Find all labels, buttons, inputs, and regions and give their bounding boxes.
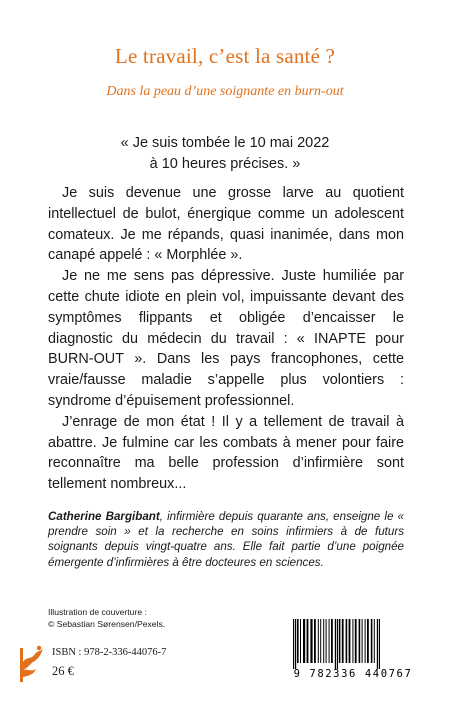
barcode-bar [326, 619, 327, 663]
credit-label: Illustration de couverture : [48, 607, 147, 617]
author-bio [48, 509, 404, 570]
quote-line: « Je suis tombée le 10 mai 2022 [120, 135, 330, 151]
barcode-bar [349, 619, 351, 663]
credit-owner: © Sebastian Sørensen/Pexels. [48, 619, 166, 629]
barcode-bar [339, 619, 341, 663]
barcode-bar [355, 619, 357, 663]
barcode-guard-bar [337, 619, 338, 669]
barcode-guard-bar [379, 619, 380, 669]
opening-quote [0, 133, 450, 175]
isbn: ISBN : 978-2-336-44076-7 [52, 647, 167, 658]
barcode-bar [346, 619, 348, 663]
barcode-bar [374, 619, 375, 663]
barcode-bar [310, 619, 312, 663]
barcode-guard-bar [377, 619, 378, 669]
author-bio-text: , infirmière depuis quarante ans, enseigne le « prendre soin » et la recherche en soins infirmiers à de futurs soignants depuis vingt-quatre ans. Elle fait partie d’une poignée émergente d’infirmières à être docteures en sciences. [48, 510, 404, 569]
barcode-bar [318, 619, 319, 663]
barcode-bar [359, 619, 361, 663]
barcode-bar [371, 619, 373, 663]
author-name: Catherine Bargibant [48, 510, 160, 523]
barcode-bar [314, 619, 316, 663]
cover-credit [48, 606, 268, 630]
barcode-bar [362, 619, 363, 663]
barcode-bar [365, 619, 366, 663]
barcode-bar [307, 619, 309, 663]
barcode-guard-bar [295, 619, 296, 669]
blurb-paragraph: Je ne me sens pas dépressive. Juste humiliée par cette chute idiote en plein vol, impuissante devant des symptômes flippants et obligée d’encaisser le diagnostic du médecin du travail : « INAPTE pour BURN-OUT ». Dans les pays francophones, cette vraie/fausse maladie s’appelle plus volontiers : syndrome d’épuisement professionnel. [48, 268, 404, 409]
barcode-bar [303, 619, 305, 663]
publisher-logo-icon [19, 642, 45, 684]
barcode-bar [329, 619, 330, 663]
book-subtitle: Dans la peau d’une soignante en burn-out [106, 84, 344, 99]
quote-line: à 10 heures précises. » [149, 156, 301, 172]
barcode-bar [297, 619, 299, 663]
barcode-bar [320, 619, 321, 663]
blurb-paragraph: Je suis devenue une grosse larve au quotient intellectuel de bulot, énergique comme un adolescent comateux. Je me répands, quasi inanimée, dans mon canapé appelé : « Morphlée ». [48, 185, 404, 264]
book-title: Le travail, c’est la santé ? [114, 44, 336, 68]
barcode-guard-bar [293, 619, 294, 669]
barcode-guard-bar [335, 619, 336, 669]
barcode-bar [331, 619, 333, 663]
price: 26 € [52, 664, 74, 678]
blurb [48, 183, 404, 495]
barcode-bar [367, 619, 369, 663]
barcode-bars [283, 617, 423, 669]
barcode-bar [352, 619, 353, 663]
barcode-bar [342, 619, 344, 663]
barcode-number: 9 782336 440767 [293, 668, 413, 680]
barcode [283, 617, 423, 685]
barcode-bar [323, 619, 324, 663]
blurb-paragraph: J’enrage de mon état ! Il y a tellement de travail à abattre. Je fulmine car les combats à mener pour faire reconnaître ma belle profession d’infirmière sont tellement nombreux... [48, 413, 404, 493]
barcode-bar [300, 619, 301, 663]
